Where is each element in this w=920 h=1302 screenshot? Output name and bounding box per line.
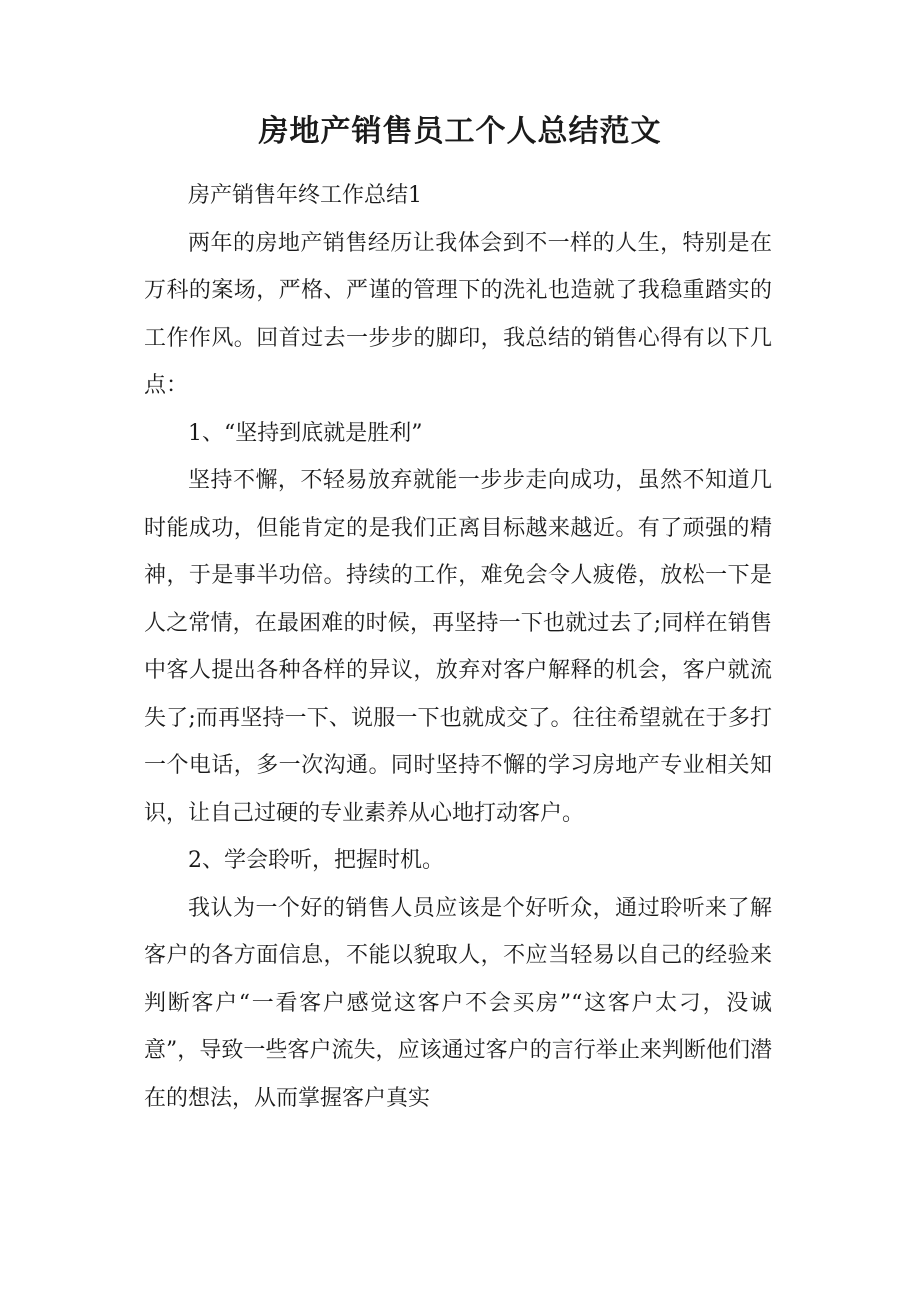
- body-paragraph: 我认为一个好的销售人员应该是个好听众，通过聆听来了解客户的各方面信息，不能以貌取人，不应当轻易以自己的经验来判断客户“一看客户感觉这客户不会买房”“这客户太刁，没诚意”，导致一些客户流失，应该通过客户的言行举止来判断他们潜在的想法，从而掌握客户真实: [144, 895, 772, 1111]
- section-heading: 房产销售年终工作总结1: [188, 183, 422, 208]
- point-heading: 2、学会聆听，把握时机。: [188, 848, 444, 873]
- body-paragraph: 两年的房地产销售经历让我体会到不一样的人生，特别是在万科的案场，严格、严谨的管理下的洗礼也造就了我稳重踏实的工作作风。回首过去一步步的脚印，我总结的销售心得有以下几点：: [144, 230, 772, 398]
- body-paragraph: 坚持不懈，不轻易放弃就能一步步走向成功，虽然不知道几时能成功，但能肯定的是我们正离目标越来越近。有了顽强的精神，于是事半功倍。持续的工作，难免会令人疲倦，放松一下是人之常情，在最困难的时候，再坚持一下也就过去了;同样在销售中客人提出各种各样的异议，放弃对客户解释的机会，客户就流失了;而再坚持一下、说服一下也就成交了。往往希望就在于多打一个电话，多一次沟通。同时坚持不懈的学习房地产专业相关知识，让自己过硬的专业素养从心地打动客户。: [144, 468, 772, 826]
- document-body: [144, 172, 772, 1122]
- point-heading: 1、“坚持到底就是胜利”: [188, 420, 423, 446]
- document-title: 房地产销售员工个人总结范文: [258, 114, 662, 149]
